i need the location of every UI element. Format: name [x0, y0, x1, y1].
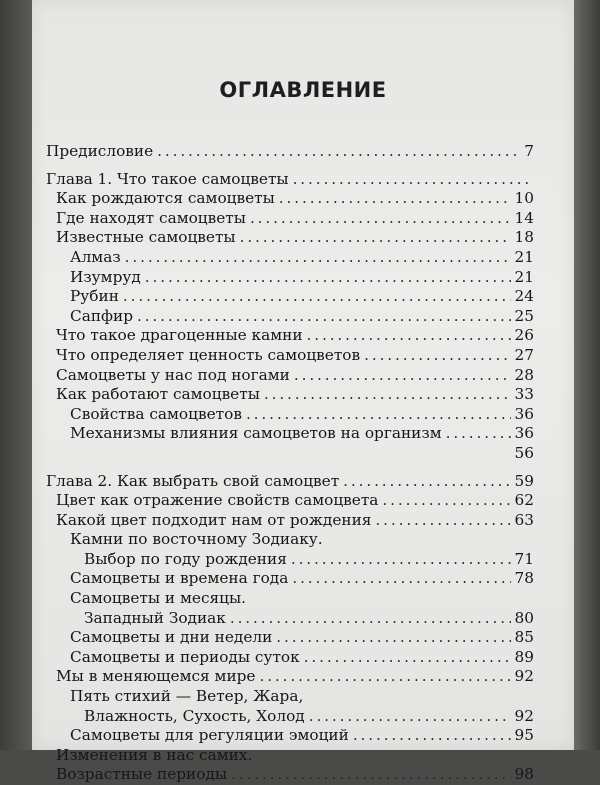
toc-page-number: 56: [514, 443, 534, 462]
toc-page-number: 21: [514, 247, 534, 266]
toc-entry-title: Сапфир: [70, 306, 133, 325]
toc-page-number: 24: [514, 287, 534, 306]
toc-leader-dots: [309, 707, 511, 727]
toc-page-number: 36: [514, 424, 534, 443]
toc-entry: [46, 209, 534, 229]
toc-entry: [46, 687, 534, 707]
toc-leader-dots: [230, 609, 511, 629]
toc-leader-dots: [250, 209, 511, 229]
toc-leader-dots: [375, 511, 510, 531]
toc-leader-dots: [382, 491, 510, 511]
toc-leader-dots: [240, 228, 511, 248]
toc-entry: [46, 628, 534, 648]
toc-entry: [46, 511, 534, 531]
toc-leader-dots: [307, 326, 511, 346]
toc-entry: [46, 366, 534, 386]
toc-leader-dots: [293, 170, 530, 190]
toc-entry-title: Цвет как отражение свойств самоцвета: [56, 491, 379, 510]
toc-leader-dots: [231, 765, 510, 785]
toc-entry-title: Рубин: [70, 287, 119, 306]
toc-leader-dots: [343, 472, 510, 492]
toc-entry-title: Пять стихий — Ветер, Жара,: [70, 687, 304, 706]
toc-leader-dots: [279, 189, 511, 209]
toc-page-number: 92: [514, 667, 534, 686]
toc-leader-dots: [137, 307, 511, 327]
toc-entry-title: Самоцветы и периоды суток: [70, 647, 300, 666]
toc-entry-title: Глава 1. Что такое самоцветы: [46, 169, 289, 188]
toc-page-number: 80: [514, 608, 534, 627]
toc-entry: [46, 268, 534, 288]
toc-leader-dots: [246, 405, 511, 425]
toc-entry: [46, 648, 534, 668]
toc-entry: [46, 609, 534, 629]
toc-entry: [46, 424, 534, 444]
toc-leader-dots: [259, 667, 510, 687]
toc-entry-title: Как рождаются самоцветы: [56, 189, 275, 208]
toc-page-number: 95: [514, 726, 534, 745]
toc-entry: [46, 550, 534, 570]
toc-page-number: 7: [524, 142, 534, 160]
toc-leader-dots: [304, 648, 511, 668]
toc-leader-dots: [294, 366, 511, 386]
toc-leader-dots: [446, 424, 511, 444]
toc-entry: [46, 491, 534, 511]
toc-page-number: 18: [514, 228, 534, 247]
toc-entry: [46, 170, 534, 190]
toc-entry: [46, 472, 534, 492]
toc-entry-title: Механизмы влияния самоцветов на организм: [70, 424, 442, 443]
toc-page-number: 63: [514, 510, 534, 529]
toc-entry-title: Западный Зодиак: [84, 608, 226, 627]
toc-page-number: 14: [514, 208, 534, 227]
book-spine-shadow: [0, 0, 32, 750]
toc-entry-title: Самоцветы у нас под ногами: [56, 365, 290, 384]
toc-page-number: 85: [514, 628, 534, 647]
toc-entry: [46, 287, 534, 307]
toc-entry-title: Влажность, Сухость, Холод: [84, 706, 305, 725]
toc-leader-dots: [125, 248, 511, 268]
toc-entry-title: Самоцветы и дни недели: [70, 628, 273, 647]
toc-page-number: 21: [514, 267, 534, 286]
book-page: [32, 0, 574, 784]
toc-entry-title: Как работают самоцветы: [56, 385, 260, 404]
toc-entry-title: Известные самоцветы: [56, 228, 236, 247]
toc-page-number: 26: [514, 326, 534, 345]
toc-entry-title: Где находят самоцветы: [56, 208, 246, 227]
toc-entry-title: Свойства самоцветов: [70, 404, 242, 423]
toc-page-number: 89: [514, 647, 534, 666]
toc-entry: [46, 189, 534, 209]
toc-entry-title: Камни по восточному Зодиаку.: [70, 530, 323, 549]
toc-page-number: 36: [514, 404, 534, 423]
toc-entry-title: Алмаз: [70, 247, 121, 266]
toc-entry: [46, 746, 534, 766]
table-of-contents: [46, 142, 534, 785]
toc-entry-title: Что такое драгоценные камни: [56, 326, 303, 345]
toc-entry: [46, 346, 534, 366]
toc-entry-title: Самоцветы и месяцы.: [70, 589, 247, 608]
toc-entry-title: Какой цвет подходит нам от рождения: [56, 510, 372, 529]
toc-entry: [46, 589, 534, 609]
page-title: ОГЛАВЛЕНИЕ: [219, 78, 387, 103]
toc-page-number: 59: [514, 471, 534, 490]
toc-entry-title: Изумруд: [70, 267, 141, 286]
toc-entry-title: Изменения в нас самих.: [56, 745, 253, 764]
toc-page-number: 92: [514, 706, 534, 725]
toc-entry: [46, 228, 534, 248]
toc-entry: [46, 385, 534, 405]
toc-page-number: 27: [514, 345, 534, 364]
toc-leader-dots: [157, 142, 520, 162]
toc-leader-dots: [145, 268, 511, 288]
toc-leader-dots: [292, 569, 510, 589]
toc-entry-title: Самоцветы для регуляции эмоций: [70, 726, 349, 745]
toc-page-number: 71: [514, 549, 534, 568]
page-edge-shadow: [574, 0, 600, 750]
toc-entry: [46, 667, 534, 687]
toc-entry: [46, 444, 534, 464]
toc-entry: [46, 707, 534, 727]
toc-leader-dots: [353, 726, 511, 746]
toc-page-number: 98: [514, 765, 534, 784]
toc-page-number: 25: [514, 306, 534, 325]
toc-page-number: 78: [514, 569, 534, 588]
toc-page-number: 28: [514, 365, 534, 384]
toc-entry: [46, 405, 534, 425]
toc-entry: [46, 326, 534, 346]
toc-entry: [46, 307, 534, 327]
toc-leader-dots: [291, 550, 511, 570]
toc-entry-title: Самоцветы и времена года: [70, 569, 289, 588]
toc-entry: [46, 142, 534, 162]
toc-entry: [46, 569, 534, 589]
toc-entry-title: Выбор по году рождения: [84, 549, 287, 568]
toc-entry-title: Глава 2. Как выбрать свой самоцвет: [46, 471, 340, 490]
toc-page-number: 62: [514, 491, 534, 510]
toc-entry: [46, 530, 534, 550]
toc-leader-dots: [364, 346, 510, 366]
toc-leader-dots: [264, 385, 511, 405]
toc-entry-title: Мы в меняющемся мире: [56, 667, 256, 686]
toc-entry-title: Возрастные периоды: [56, 765, 228, 784]
toc-page-number: 33: [514, 385, 534, 404]
toc-entry: [46, 726, 534, 746]
toc-entry-title: Что определяет ценность самоцветов: [56, 345, 361, 364]
toc-entry-title: Предисловие: [46, 142, 154, 160]
toc-leader-dots: [276, 628, 510, 648]
toc-page-number: 10: [514, 189, 534, 208]
toc-entry: [46, 765, 534, 785]
toc-entry: [46, 248, 534, 268]
toc-leader-dots: [123, 287, 511, 307]
